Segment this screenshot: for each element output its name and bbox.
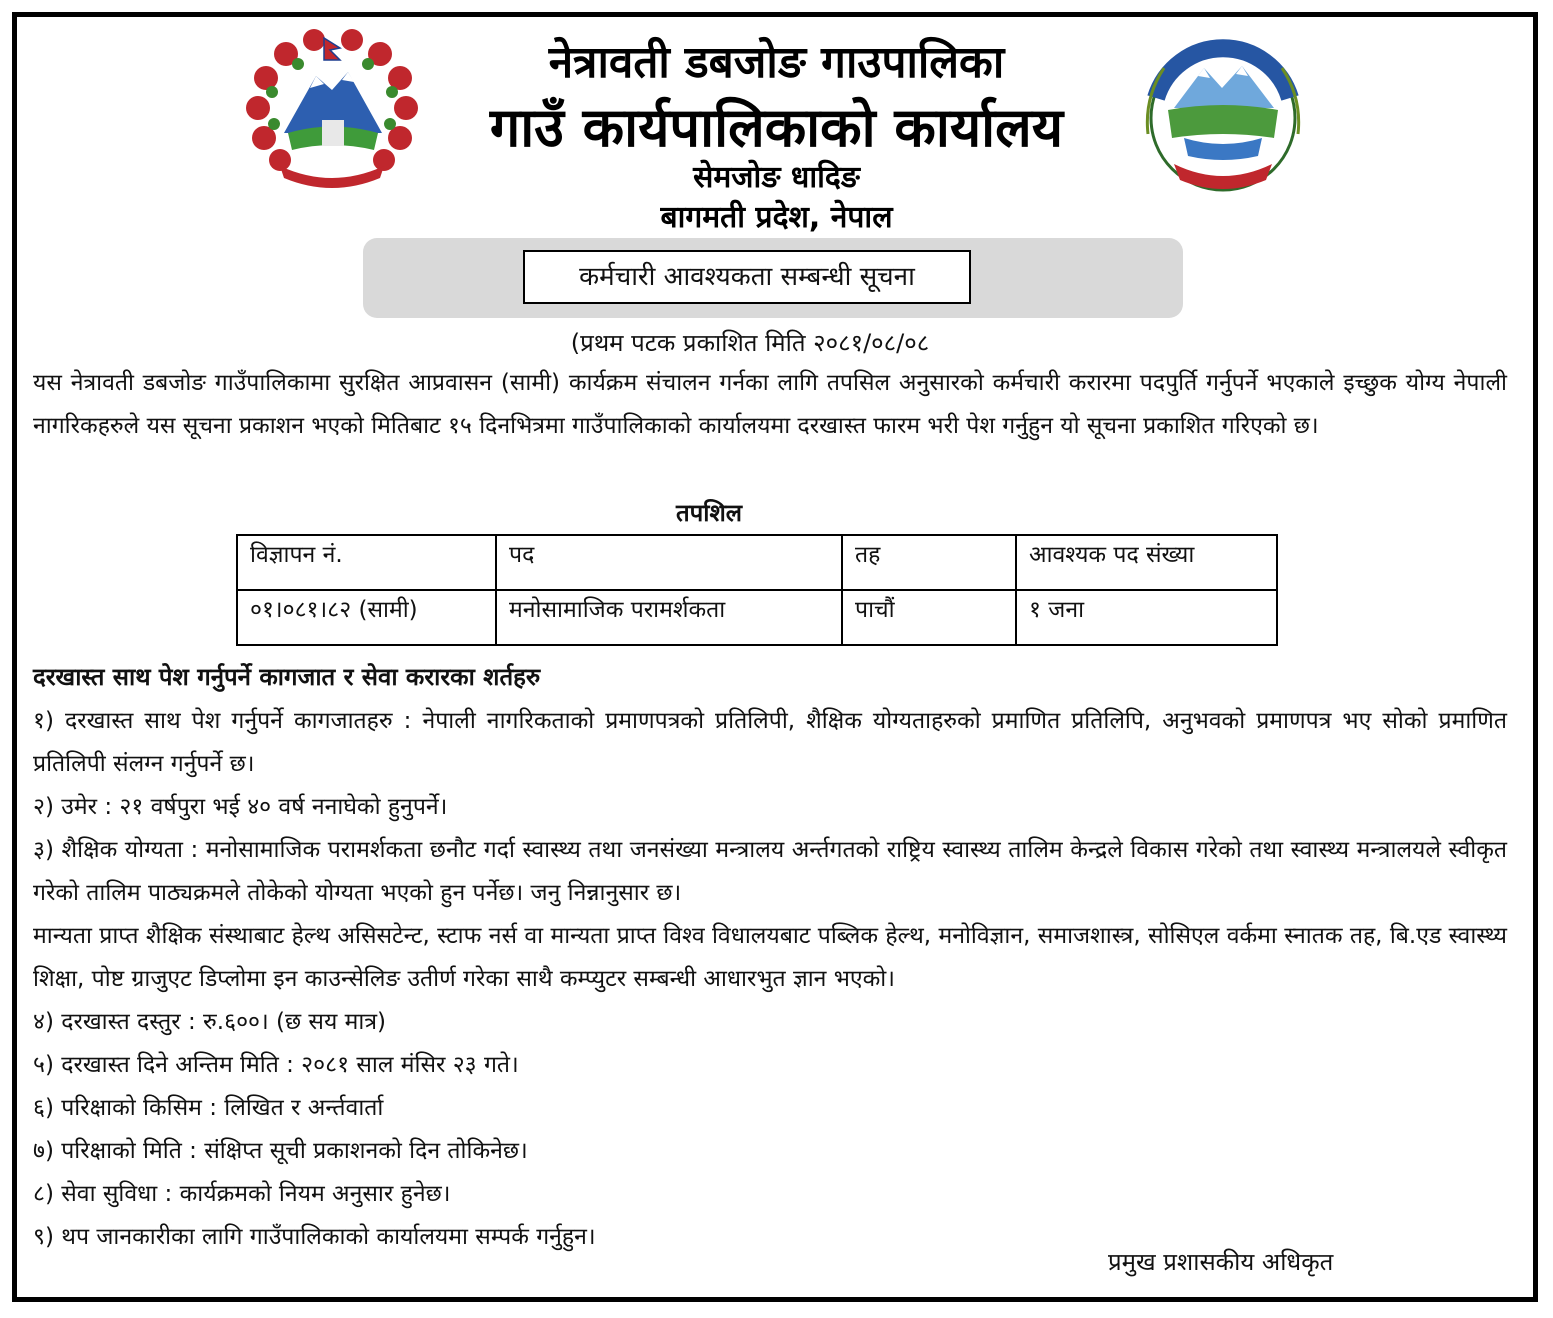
- condition-item: ६) परिक्षाको किसिम : लिखित र अर्न्तवार्ता: [33, 1095, 384, 1121]
- condition-item: १) दरखास्त साथ पेश गर्नुपर्ने कागजातहरु : नेपाली नागरिकताको प्रमाणपत्रको प्रतिलिपी, शैक्षिक योग्यताहरुको प्रमाणित प्रतिलिपि, अनुभवको प्रमाणपत्र भए सोको प्रमाणित प्रतिलिपी संलग्न गर्नुपर्ने छ।: [33, 708, 1507, 777]
- table-header-cell: विज्ञापन नं.: [237, 535, 496, 590]
- table-title: तपशिल: [675, 499, 743, 527]
- condition-item: मान्यता प्राप्त शैक्षिक संस्थाबाट हेल्थ असिसटेन्ट, स्टाफ नर्स वा मान्यता प्राप्त विश्व विधालयबाट पब्लिक हेल्थ, मनोविज्ञान, समाजशास्त्र, सोसिएल वर्कमा स्नातक तह, बि.एड स्वास्थ्य शिक्षा, पोष्ट ग्राजुएट डिप्लोमा इन काउन्सेलिङ उतीर्ण गरेका साथै कम्प्युटर सम्बन्धी आधारभुत ज्ञान भएको।: [33, 923, 1507, 992]
- notice-title: कर्मचारी आवश्यकता सम्बन्धी सूचना: [523, 250, 971, 304]
- table-header-cell: तह: [842, 535, 1016, 590]
- condition-item: ७) परिक्षाको मिति : संक्षिप्त सूची प्रकाशनको दिन तोकिनेछ।: [33, 1138, 528, 1164]
- table-header-cell: पद: [496, 535, 842, 590]
- published-date: (प्रथम पटक प्रकाशित मिति २०८१/०८/०८: [570, 329, 930, 357]
- condition-item: ३) शैक्षिक योग्यता : मनोसामाजिक परामर्शकता छनौट गर्दा स्वास्थ्य तथा जनसंख्या मन्त्रालय अर्न्तगतको राष्ट्रिय स्वास्थ्य तालिम केन्द्रले विकास गरेको तथा स्वास्थ्य मन्त्रालयले स्वीकृत गरेको तालिम पाठ्यक्रमले तोकेको योग्यता भएको हुन पर्नेछ। जनु निन्नानुसार छ।: [33, 837, 1507, 906]
- signature-title: प्रमुख प्रशासकीय अधिकृत: [1108, 1248, 1334, 1276]
- office-location: सेमजोङ धादिङ: [693, 160, 860, 195]
- table-row: [237, 590, 1277, 645]
- table-header-row: [237, 535, 1277, 590]
- condition-item: ८) सेवा सुविधा : कार्यक्रमको नियम अनुसार हुनेछ।: [33, 1181, 451, 1207]
- conditions-list: [33, 700, 1507, 1259]
- table-cell: पाचौं: [842, 590, 1016, 645]
- intro-paragraph: यस नेत्रावती डबजोङ गाउँपालिकामा सुरक्षित आप्रवासन (सामी) कार्यक्रम संचालन गर्नका लागि तपसिल अनुसारको कर्मचारी करारमा पदपुर्ति गर्नुपर्ने भएकाले इच्छुक योग्य नेपाली नागरिकहरुले यस सूचना प्रकाशन भएको मितिबाट १५ दिनभित्रमा गाउँपालिकाको कार्यालयमा दरखास्त फारम भरी पेश गर्नुहुन यो सूचना प्रकाशित गरिएको छ।: [33, 370, 1507, 439]
- table-cell: मनोसामाजिक परामर्शकता: [496, 590, 842, 645]
- office-title: गाउँ कार्यपालिकाको कार्यालय: [489, 96, 1064, 159]
- province-country: बागमती प्रदेश, नेपाल: [660, 200, 893, 235]
- conditions-heading: दरखास्त साथ पेश गर्नुपर्ने कागजात र सेवा करारका शर्तहरु: [33, 663, 541, 691]
- condition-item: ४) दरखास्त दस्तुर : रु.६००। (छ सय मात्र): [33, 1009, 387, 1035]
- table-header-cell: आवश्यक पद संख्या: [1016, 535, 1277, 590]
- vacancy-table: [236, 534, 1278, 646]
- condition-item: २) उमेर : २१ वर्षपुरा भई ४० वर्ष ननाघेको हुनुपर्ने।: [33, 794, 448, 820]
- municipality-name: नेत्रावती डबजोङ गाउपालिका: [548, 37, 1005, 88]
- condition-item: ५) दरखास्त दिने अन्तिम मिति : २०८१ साल मंसिर २३ गते।: [33, 1052, 519, 1078]
- table-cell: ०१।०८१।८२ (सामी): [237, 590, 496, 645]
- condition-item: ९) थप जानकारीका लागि गाउँपालिकाको कार्यालयमा सम्पर्क गर्नुहुन।: [33, 1224, 596, 1250]
- table-cell: १ जना: [1016, 590, 1277, 645]
